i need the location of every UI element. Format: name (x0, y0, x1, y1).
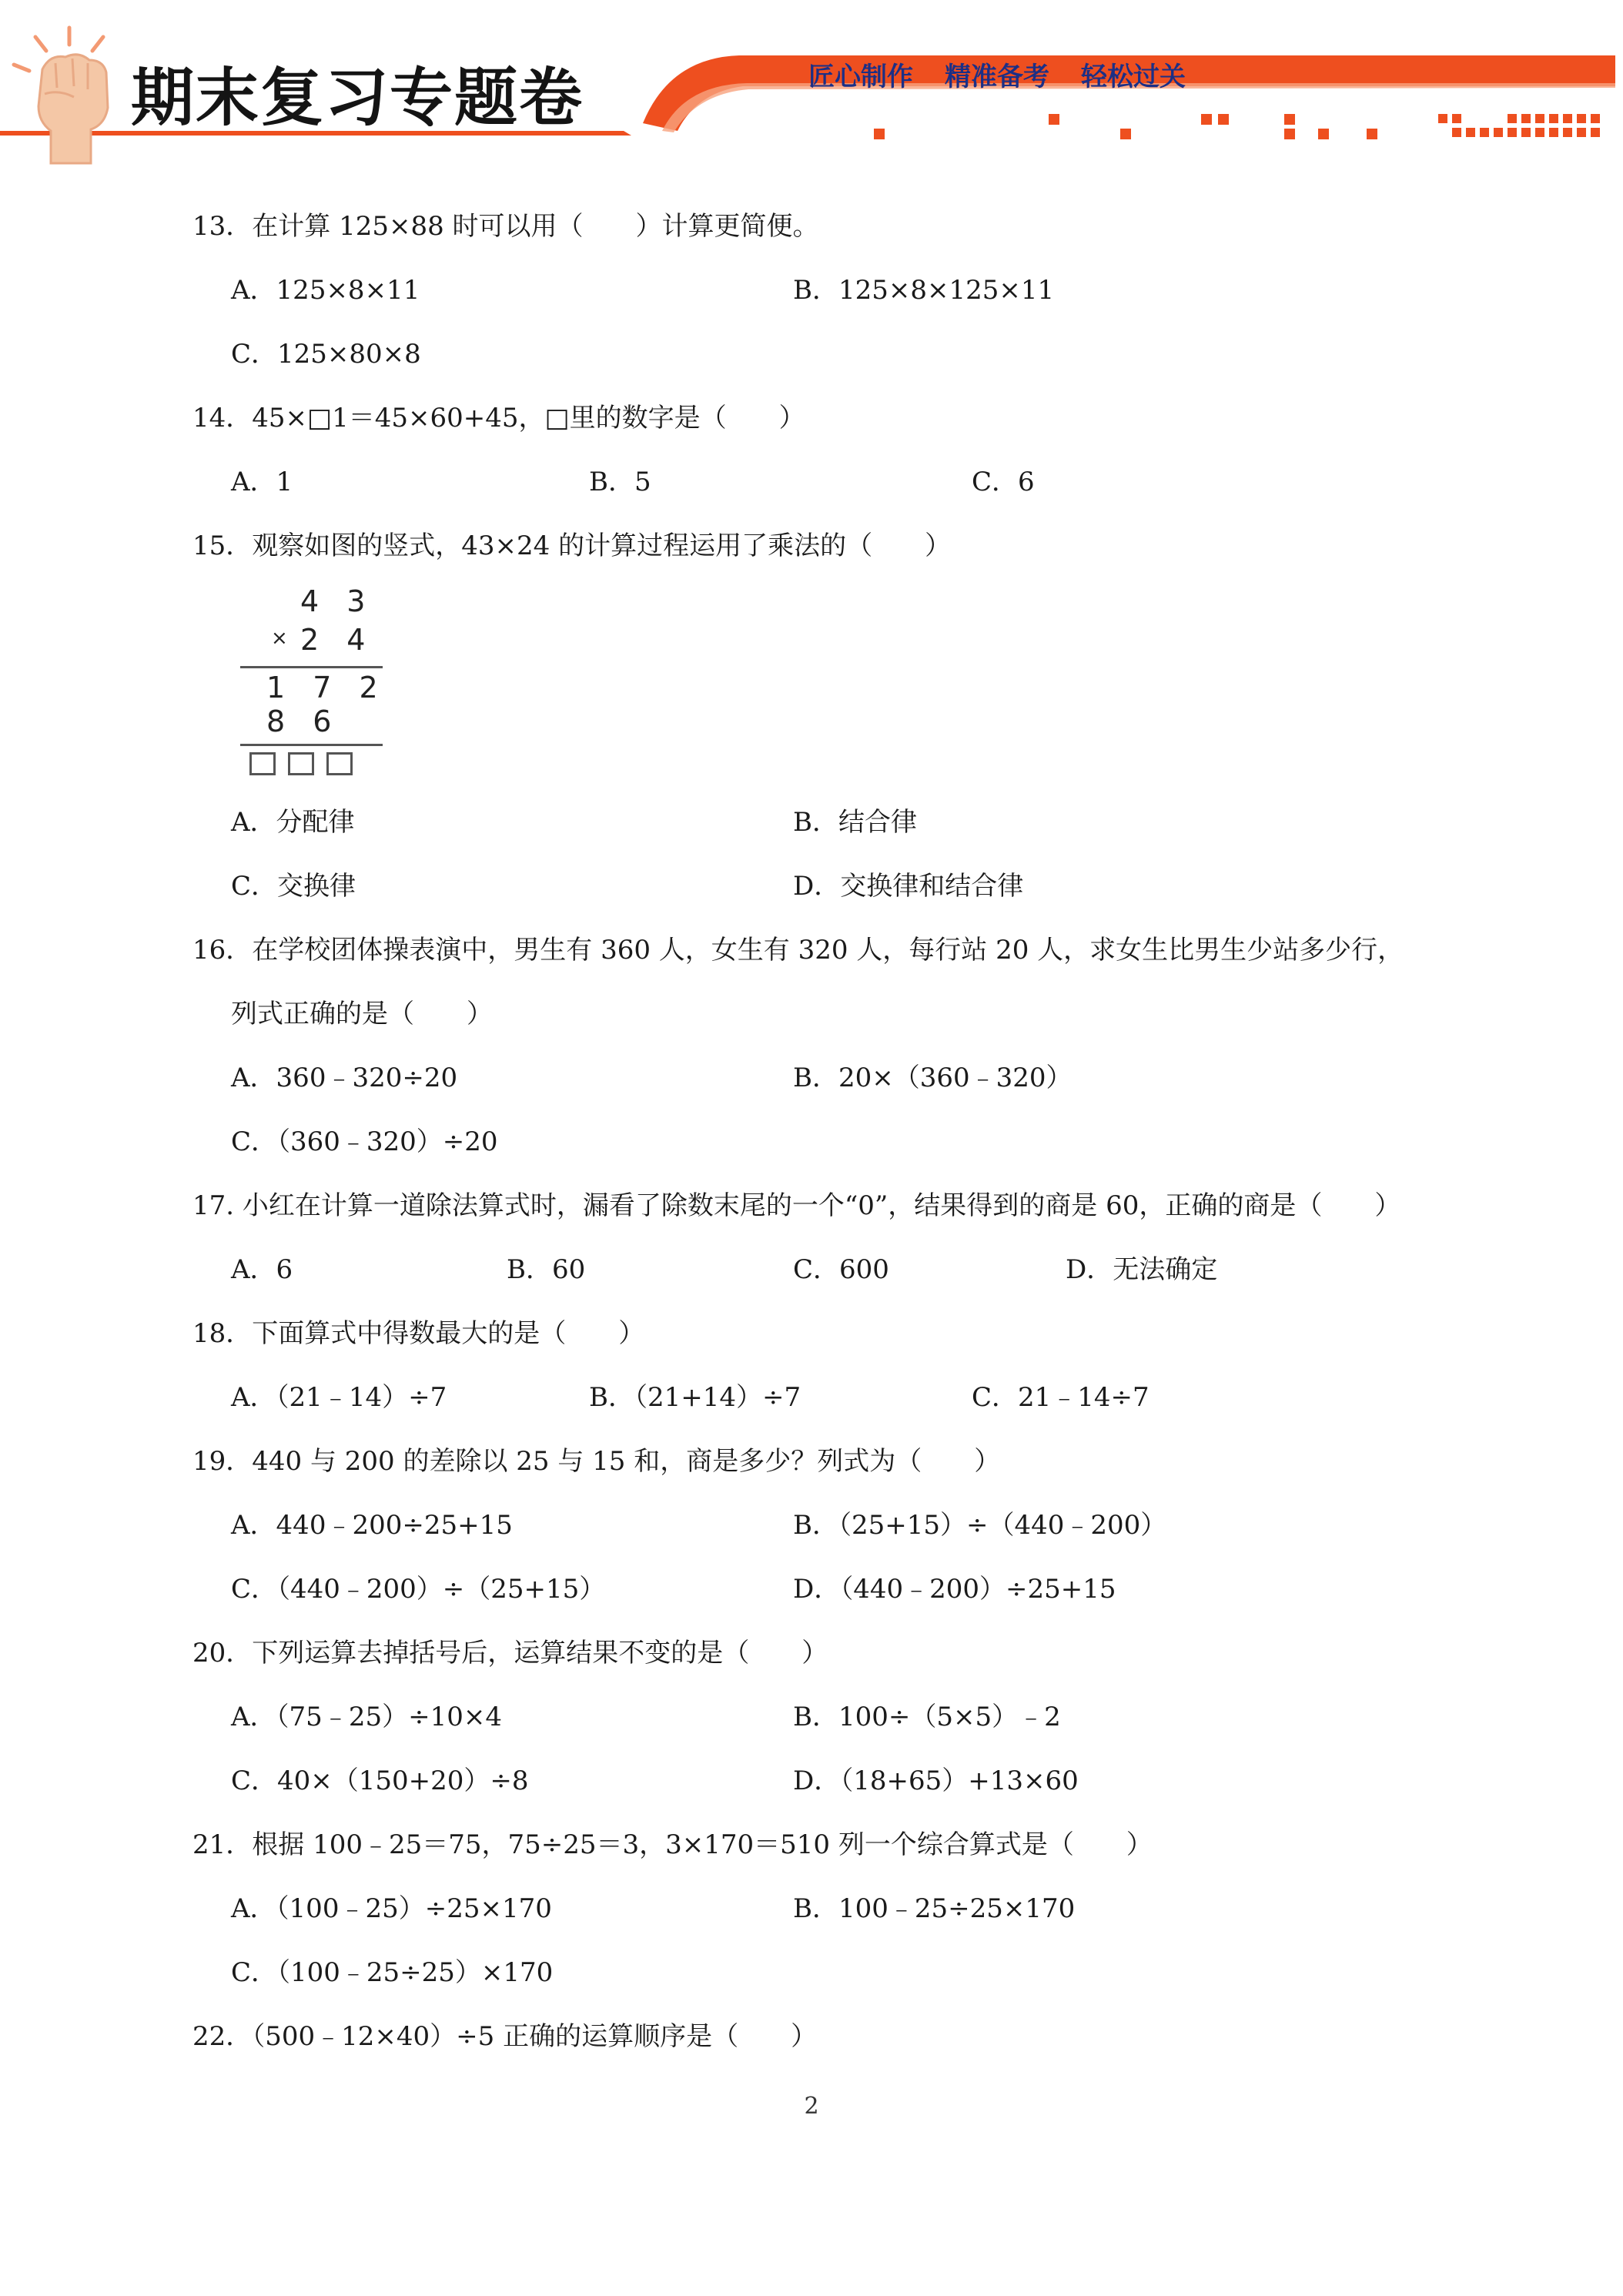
figure-partial-product-2: 8 6 (266, 705, 341, 738)
question-18-stem: 18．下面算式中得数最大的是（ ） (192, 1318, 645, 1349)
page-header (0, 0, 1623, 166)
question-14-options-row (0, 467, 1623, 497)
question-21-options-row-1 (0, 1893, 1623, 1924)
question-19-option-a[interactable]: A．440﹣200÷25+15 (231, 1510, 513, 1541)
question-18-option-a[interactable]: A．（21﹣14）÷7 (231, 1382, 447, 1413)
figure-multiplier: 2 4 (300, 623, 375, 657)
question-22-stem: 22．（500﹣12×40）÷5 正确的运算顺序是（ ） (192, 2021, 818, 2052)
question-19-option-c[interactable]: C．（440﹣200）÷（25+15） (231, 1574, 606, 1605)
figure-rule-2 (240, 744, 383, 746)
question-18-options-row (0, 1382, 1623, 1413)
question-21-option-c[interactable]: C．（100﹣25÷25）×170 (231, 1957, 554, 1988)
question-16-options-row-2 (0, 1126, 1623, 1157)
vertical-multiplication-figure (231, 581, 393, 789)
question-13-option-a[interactable]: A．125×8×11 (231, 275, 420, 306)
question-20-options-row-2 (0, 1766, 1623, 1796)
question-18-option-c[interactable]: C．21﹣14÷7 (972, 1382, 1149, 1413)
question-19-option-d[interactable]: D．（440﹣200）÷25+15 (793, 1574, 1116, 1605)
question-13-options-row-1 (0, 275, 1623, 306)
question-21-option-b[interactable]: B．100﹣25÷25×170 (793, 1893, 1076, 1924)
figure-blank-box (249, 752, 276, 775)
question-15-option-d[interactable]: D．交换律和结合律 (793, 871, 1024, 902)
question-14-option-a[interactable]: A．1 (231, 467, 293, 497)
question-15-options-row-2 (0, 871, 1623, 902)
question-14-option-b[interactable]: B．5 (589, 467, 651, 497)
question-17-option-b[interactable]: B．60 (507, 1254, 586, 1285)
question-15-options-row-1 (0, 807, 1623, 838)
question-20-option-a[interactable]: A．（75﹣25）÷10×4 (231, 1702, 502, 1732)
question-20-option-d[interactable]: D．（18+65）+13×60 (793, 1766, 1079, 1796)
header-slogan-2: 精准备考 (945, 62, 1049, 92)
question-16-stem: 16．在学校团体操表演中，男生有 360 人，女生有 320 人，每行站 20 人，求女生比男生少站多少行， (192, 935, 1404, 966)
question-21-options-row-2 (0, 1957, 1623, 1988)
question-16-option-b[interactable]: B．20×（360﹣320） (793, 1063, 1073, 1093)
question-21-stem: 21．根据 100﹣25＝75，75÷25＝3，3×170＝510 列一个综合算式是（ ） (192, 1829, 1153, 1860)
question-17-option-a[interactable]: A．6 (231, 1254, 293, 1285)
question-19-options-row-2 (0, 1574, 1623, 1605)
page-number: 2 (804, 2093, 819, 2120)
question-13-option-c[interactable]: C．125×80×8 (231, 339, 421, 370)
question-20-option-b[interactable]: B．100÷（5×5）﹣2 (793, 1702, 1061, 1732)
header-slogan-1: 匠心制作 (808, 62, 913, 92)
question-18-option-b[interactable]: B．（21+14）÷7 (589, 1382, 801, 1413)
figure-partial-product-1: 1 7 2 (266, 671, 387, 705)
question-19-options-row-1 (0, 1510, 1623, 1541)
question-21-option-a[interactable]: A．（100﹣25）÷25×170 (231, 1893, 552, 1924)
fist-icon (8, 23, 131, 166)
question-20-option-c[interactable]: C．40×（150+20）÷8 (231, 1766, 529, 1796)
question-15-option-b[interactable]: B．结合律 (793, 807, 917, 838)
question-19-option-b[interactable]: B．（25+15）÷（440﹣200） (793, 1510, 1167, 1541)
figure-blank-box (288, 752, 314, 775)
question-16-options-row-1 (0, 1063, 1623, 1093)
question-19-stem: 19．440 与 200 的差除以 25 与 15 和，商是多少？列式为（ ） (192, 1446, 1001, 1477)
question-13-options-row-2 (0, 339, 1623, 370)
figure-times-sign: × (271, 627, 288, 650)
question-15-option-a[interactable]: A．分配律 (231, 807, 355, 838)
question-16-option-a[interactable]: A．360﹣320÷20 (231, 1063, 458, 1093)
question-17-options-row (0, 1254, 1623, 1285)
question-14-option-c[interactable]: C．6 (972, 467, 1035, 497)
question-17-option-c[interactable]: C．600 (793, 1254, 889, 1285)
header-title: 期末复习专题卷 (131, 62, 584, 135)
figure-multiplicand: 4 3 (300, 584, 375, 618)
question-17-stem: 17. 小红在计算一道除法算式时，漏看了除数末尾的一个“0”，结果得到的商是 60，正确的商是（ ） (192, 1190, 1401, 1221)
question-15-stem: 15．观察如图的竖式，43×24 的计算过程运用了乘法的（ ） (192, 530, 952, 561)
header-slogan-3: 轻松过关 (1081, 62, 1186, 92)
question-14-stem: 14．45×□1＝45×60+45，□里的数字是（ ） (192, 403, 805, 433)
question-20-options-row-1 (0, 1702, 1623, 1732)
question-13-stem: 13．在计算 125×88 时可以用（ ）计算更简便。 (192, 211, 819, 242)
figure-rule-1 (240, 666, 383, 668)
question-13-option-b[interactable]: B．125×8×125×11 (793, 275, 1055, 306)
question-20-stem: 20．下列运算去掉括号后，运算结果不变的是（ ） (192, 1638, 828, 1668)
figure-blank-box (326, 752, 353, 775)
question-17-option-d[interactable]: D．无法确定 (1066, 1254, 1218, 1285)
question-16-stem-continued: 列式正确的是（ ） (231, 999, 493, 1029)
question-16-option-c[interactable]: C．（360﹣320）÷20 (231, 1126, 498, 1157)
question-15-option-c[interactable]: C．交换律 (231, 871, 356, 902)
